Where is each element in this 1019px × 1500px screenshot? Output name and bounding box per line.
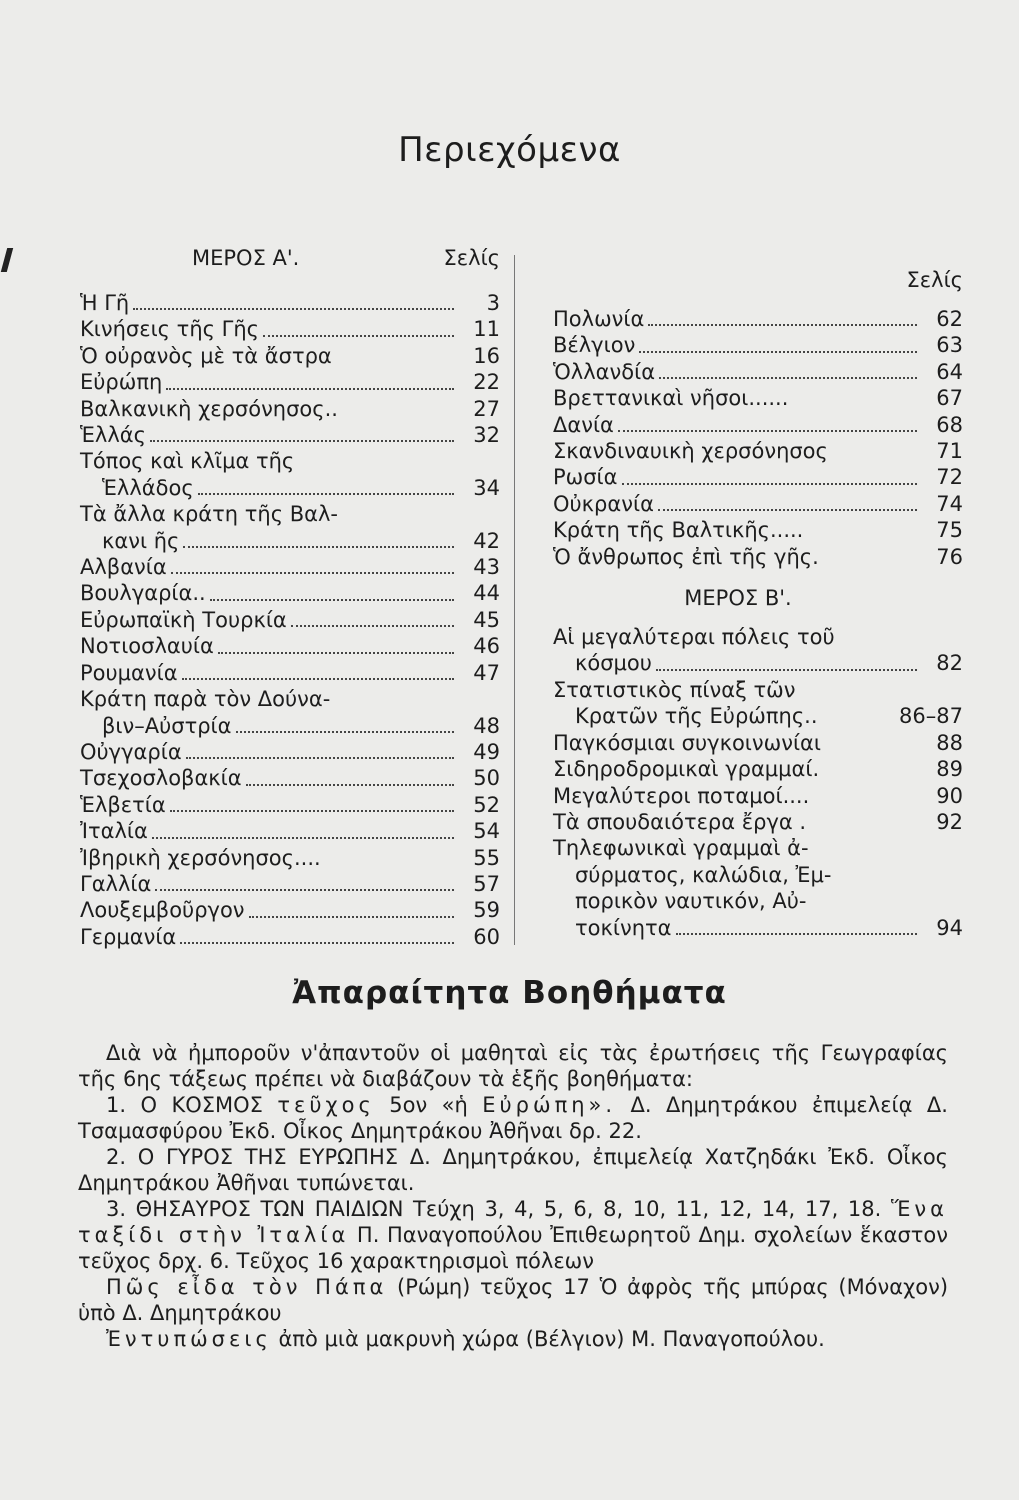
- aids-item-2: 2. Ο ΓΥΡΟΣ ΤΗΣ ΕΥΡΩΠΗΣ Δ. Δημητράκου, ἐπιμελείᾳ Χατζηδάκι Ἐκδ. Οἶκος Δημητράκου Ἀθῆναι τυπώνεται.: [78, 1145, 948, 1195]
- toc-entry-label: Πολωνία: [553, 307, 645, 331]
- toc-entry-page: 72: [936, 465, 963, 490]
- toc-entry-label: Νοτιοσλαυία: [80, 634, 214, 659]
- toc-entry: [553, 677, 963, 703]
- leader-dots: [656, 669, 917, 671]
- toc-entry-page: 82: [936, 651, 963, 676]
- toc-entry-label: Σιδηροδρομικαὶ γραμμαί.: [553, 757, 820, 782]
- toc-part-b-list: [553, 624, 963, 941]
- toc-entry-label: Κράτη τῆς Βαλτικῆς.....: [553, 518, 804, 543]
- toc-entry-page: 16: [473, 343, 500, 368]
- toc-entry-page: 50: [473, 766, 500, 791]
- toc-entry-label: τοκίνητα: [575, 915, 672, 940]
- toc-entry: [553, 306, 963, 332]
- toc-entry-label: Οὐκρανία: [553, 491, 654, 516]
- toc-entry: [80, 396, 500, 422]
- toc-entry: [553, 650, 963, 676]
- toc-entry-page: 11: [473, 317, 500, 342]
- toc-entry-label: Γαλλία: [80, 871, 152, 896]
- toc-right-column: [553, 268, 963, 941]
- toc-entry: [80, 765, 500, 791]
- toc-entry-page: 90: [936, 783, 963, 808]
- toc-entry-page: 22: [473, 370, 500, 395]
- toc-entry-label: Ἰταλία: [80, 819, 148, 844]
- leader-dots: [236, 731, 455, 733]
- toc-entry-page: 42: [473, 528, 500, 553]
- toc-entry: [553, 359, 963, 385]
- leader-dots: [180, 942, 454, 944]
- toc-entry: [553, 385, 963, 411]
- toc-entry-label: Βέλγιον: [553, 333, 636, 358]
- toc-entry: [80, 818, 500, 844]
- toc-entry: [80, 316, 500, 342]
- toc-entry-page: 68: [936, 412, 963, 437]
- leader-dots: [658, 509, 917, 511]
- toc-entry: [80, 686, 500, 712]
- leader-dots: [150, 440, 454, 442]
- leader-dots: [170, 810, 454, 812]
- leader-dots: [133, 308, 454, 310]
- toc-entry: [553, 412, 963, 438]
- toc-entry: [80, 448, 500, 474]
- toc-entry-page: 54: [473, 819, 500, 844]
- part-a-heading: ΜΕΡΟΣ Α'.: [192, 246, 300, 270]
- toc-entry-page: 48: [473, 713, 500, 738]
- toc-entry-label: Οὐγγαρία: [80, 739, 182, 764]
- toc-entry-label: Βρεττανικαὶ νῆσοι......: [553, 386, 789, 411]
- toc-entry-label: Τσεχοσλοβακία: [80, 766, 242, 791]
- toc-entry-label: Ὁλλανδία: [553, 359, 656, 384]
- toc-entry-label: Παγκόσμιαι συγκοινωνίαι: [553, 730, 822, 755]
- toc-entry: [553, 544, 963, 570]
- toc-entry-page: 57: [473, 871, 500, 896]
- leader-dots: [622, 483, 917, 485]
- toc-entry: [553, 888, 963, 914]
- toc-entry-page: 3: [486, 291, 500, 315]
- leader-dots: [171, 572, 454, 574]
- toc-entry-page: 27: [473, 396, 500, 421]
- toc-entry: [80, 713, 500, 739]
- toc-entry: [553, 464, 963, 490]
- toc-entry: [553, 862, 963, 888]
- toc-entry-label: κόσμου: [575, 651, 652, 676]
- toc-entry: [80, 501, 500, 527]
- toc-entry-label: Εὐρώπη: [80, 370, 163, 395]
- margin-mark: [1, 248, 13, 272]
- toc-entry-label: Ἑλβετία: [80, 792, 166, 817]
- toc-entry-page: 49: [473, 739, 500, 764]
- toc-entry-label: κανι ῆς: [102, 528, 180, 553]
- toc-entry: [80, 369, 500, 395]
- leader-dots: [218, 652, 454, 654]
- leader-dots: [618, 430, 917, 432]
- toc-entry: [80, 660, 500, 686]
- toc-entry-label: Ὁ οὐρανὸς μὲ τὰ ἄστρα: [80, 343, 332, 368]
- toc-left-header: [80, 246, 500, 290]
- toc-entry-page: 43: [473, 555, 500, 580]
- toc-entry: [80, 554, 500, 580]
- toc-entry-page: 74: [936, 491, 963, 516]
- toc-entry-label: Γερμανία: [80, 924, 177, 949]
- toc-entry-page: 63: [936, 333, 963, 358]
- toc-right-list: [553, 306, 963, 570]
- toc-entry: [80, 422, 500, 448]
- toc-entry-label: Αλβανία: [80, 555, 167, 580]
- toc-entry-label: Κράτη παρὰ τὸν Δούνα-: [80, 687, 331, 712]
- aids-intro: Διὰ νὰ ἠμποροῦν ν'ἀπαντοῦν οἱ μαθηταὶ εἰς τὰς ἐρωτήσεις τῆς Γεωγραφίας τῆς 6ης τάξεως πρέπει νὰ διαβάζουν τὰ ἑξῆς βοηθήματα:: [78, 1041, 948, 1091]
- leader-dots: [186, 757, 454, 759]
- leader-dots: [182, 678, 454, 680]
- toc-entry-label: Σκανδιναυικὴ χερσόνησος: [553, 439, 828, 464]
- toc-entry-label: σύρματος, καλώδια, Ἐμ-: [575, 862, 832, 887]
- toc-entry: [553, 703, 963, 729]
- toc-entry: [80, 897, 500, 923]
- leader-dots: [152, 837, 454, 839]
- toc-entry-label: Κινήσεις τῆς Γῆς: [80, 317, 259, 342]
- leader-dots: [263, 335, 454, 337]
- toc-entry-page: 94: [936, 915, 963, 940]
- toc-entry-page: 34: [473, 475, 500, 500]
- toc-entry-page: 67: [936, 386, 963, 411]
- aids-text: [78, 1040, 948, 1352]
- toc-entry-label: Τηλεφωνικαὶ γραμμαὶ ἀ-: [553, 836, 809, 861]
- toc-entry: [80, 633, 500, 659]
- toc-entry-page: 44: [473, 581, 500, 606]
- leader-dots: [155, 889, 454, 891]
- toc-entry: [80, 792, 500, 818]
- column-divider: [514, 255, 515, 945]
- toc-entry-page: 75: [936, 518, 963, 543]
- aids-title: Ἀπαραίτητα Βοηθήματα: [292, 975, 727, 1011]
- toc-entry-label: πορικὸν ναυτικόν, Αὐ-: [575, 889, 807, 914]
- toc-entry-page: 76: [936, 544, 963, 569]
- toc-left-column: [80, 246, 500, 950]
- toc-entry: [553, 332, 963, 358]
- leader-dots: [246, 784, 454, 786]
- toc-entry-page: 62: [936, 307, 963, 331]
- page-column-header: Σελίς: [443, 246, 500, 270]
- leader-dots: [639, 351, 917, 353]
- toc-entry: [80, 739, 500, 765]
- aids-item-5: Ἐντυπώσεις ἀπὸ μιὰ μακρυνὴ χώρα (Βέλγιον) Μ. Παναγοπούλου.: [106, 1327, 825, 1351]
- aids-item-4: Πῶς εἶδα τὸν Πάπα (Ρώμη) τεῦχος 17 Ὁ ἀφρὸς τῆς μπύρας (Μόναχον) ὑπὸ Δ. Δημητράκου: [78, 1275, 949, 1325]
- toc-entry: [553, 491, 963, 517]
- page-column-header: Σελίς: [906, 268, 963, 292]
- toc-entry-page: 89: [936, 757, 963, 782]
- toc-entry-label: Τὰ σπουδαιότερα ἔργα .: [553, 809, 807, 834]
- toc-entry-label: Κρατῶν τῆς Εὐρώπης..: [575, 704, 818, 729]
- toc-entry: [80, 924, 500, 950]
- toc-entry-label: Στατιστικὸς πίναξ τῶν: [553, 677, 796, 702]
- toc-entry-label: Ἑλλάς: [80, 423, 146, 448]
- aids-item-3: 3. ΘΗΣΑΥΡΟΣ ΤΩΝ ΠΑΙΔΙΩΝ Τεύχη 3, 4, 5, 6, 8, 10, 11, 12, 14, 17, 18. Ἕνα ταξίδι στὴν Ἰταλία Π. Παναγοπούλου Ἐπιθεωρητοῦ Δημ. σχολείων ἕκαστον τεῦχος δρχ. 6. Τεῦχος 16 χαρακτηρισμοὶ πόλεων: [78, 1197, 948, 1273]
- toc-entry: [553, 624, 963, 650]
- toc-entry: [553, 809, 963, 835]
- toc-entry-page: 60: [473, 924, 500, 949]
- leader-dots: [249, 916, 454, 918]
- toc-entry-label: Ἰβηρικὴ χερσόνησος....: [80, 845, 321, 870]
- toc-entry: [553, 756, 963, 782]
- toc-entry-page: 59: [473, 898, 500, 923]
- toc-entry-label: Εὐρωπαϊκὴ Τουρκία: [80, 607, 287, 632]
- toc-entry-label: Λουξεμβοῦργον: [80, 898, 245, 923]
- part-b-heading: ΜΕΡΟΣ Β'.: [684, 586, 792, 611]
- toc-entry-page: 52: [473, 792, 500, 817]
- leader-dots: [291, 625, 454, 627]
- aids-item-1: 1. Ο ΚΟΣΜΟΣ τεῦχος 5ον «ἡ Εὐρώπη». Δ. Δημητράκου ἐπιμελείᾳ Δ. Τσαμασφύρου Ἐκδ. Οἶκος Δημητράκου Ἀθῆναι δρ. 22.: [78, 1093, 948, 1143]
- toc-entry: [80, 290, 500, 316]
- leader-dots: [198, 493, 454, 495]
- leader-dots: [166, 388, 454, 390]
- toc-entry-page: 92: [936, 809, 963, 834]
- leader-dots: [183, 546, 454, 548]
- toc-entry: [80, 475, 500, 501]
- toc-left-list: [80, 290, 500, 950]
- toc-entry: [80, 343, 500, 369]
- toc-entry: [80, 845, 500, 871]
- toc-entry-page: 88: [936, 730, 963, 755]
- toc-entry-label: Ἡ Γῆ: [80, 291, 130, 315]
- toc-entry-label: Ἑλλάδος: [102, 475, 194, 500]
- toc-entry-label: Τόπος καὶ κλῖμα τῆς: [80, 449, 295, 474]
- page-title: Περιεχόμενα: [398, 130, 621, 170]
- leader-dots: [676, 933, 918, 935]
- toc-entry-label: Δανία: [553, 412, 614, 437]
- toc-entry: [80, 580, 500, 606]
- toc-entry-label: Αἱ μεγαλύτεραι πόλεις τοῦ: [553, 625, 835, 650]
- toc-entry: [80, 528, 500, 554]
- toc-entry: [553, 730, 963, 756]
- toc-entry: [80, 607, 500, 633]
- toc-entry: [80, 871, 500, 897]
- toc-entry-page: 64: [936, 359, 963, 384]
- toc-entry: [553, 783, 963, 809]
- toc-entry-label: Ὁ ἄνθρωπος ἐπὶ τῆς γῆς.: [553, 544, 819, 569]
- toc-entry-page: 55: [473, 845, 500, 870]
- toc-entry-label: Μεγαλύτεροι ποταμοί....: [553, 783, 810, 808]
- leader-dots: [210, 599, 454, 601]
- toc-entry: [553, 915, 963, 941]
- toc-entry-label: Βαλκανικὴ χερσόνησος..: [80, 396, 338, 421]
- toc-entry-label: Βουλγαρία..: [80, 581, 206, 606]
- toc-entry-page: 46: [473, 634, 500, 659]
- toc-entry-label: Ρουμανία: [80, 660, 178, 685]
- toc-entry-page: 71: [936, 439, 963, 464]
- toc-entry-label: Τὰ ἄλλα κράτη τῆς Βαλ-: [80, 502, 338, 527]
- toc-right-header: [553, 268, 963, 306]
- toc-entry-label: Ρωσία: [553, 465, 618, 490]
- leader-dots: [659, 377, 917, 379]
- toc-entry: [553, 835, 963, 861]
- toc-entry-page: 45: [473, 607, 500, 632]
- toc-entry-page: 86–87: [899, 704, 963, 729]
- toc-entry: [553, 438, 963, 464]
- toc-entry-label: βιν–Αὐστρία: [102, 713, 232, 738]
- toc-entry-page: 32: [473, 423, 500, 448]
- toc-entry-page: 47: [473, 660, 500, 685]
- toc-entry: [553, 517, 963, 543]
- leader-dots: [648, 324, 917, 326]
